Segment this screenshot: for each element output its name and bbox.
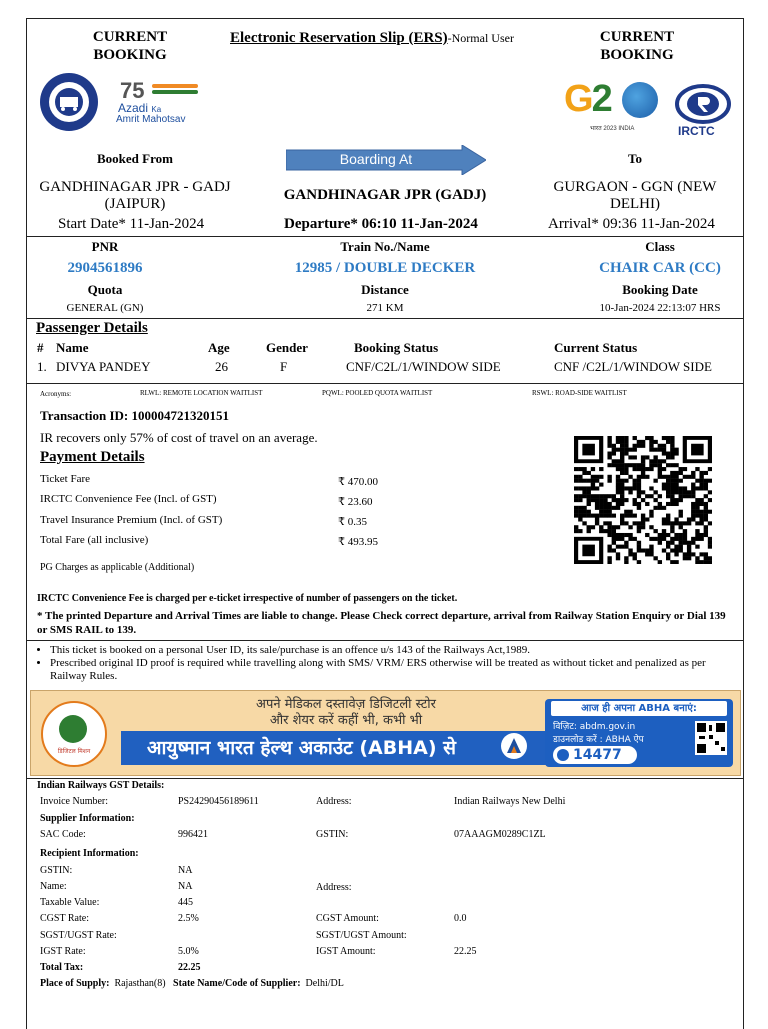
state-label: State Name/Code of Supplier: — [173, 978, 301, 989]
current-booking-right: CURRENT BOOKING — [599, 29, 675, 63]
fare-label: Ticket Fare — [40, 473, 91, 485]
place-label: Place of Supply: — [40, 978, 110, 989]
departure-time: Departure* 06:10 11-Jan-2024 — [284, 216, 478, 232]
fare-value: ₹ 470.00 — [338, 476, 378, 488]
recipient-gstin-label: GSTIN: — [40, 865, 73, 876]
cgst-rate-label: CGST Rate: — [40, 913, 89, 924]
divider — [26, 236, 744, 237]
transaction-id: Transaction ID: 100004721320151 — [40, 408, 229, 423]
quota-label: Quota — [87, 282, 123, 297]
passenger-gender: F — [280, 359, 288, 374]
pg-charges-note: PG Charges as applicable (Additional) — [40, 562, 195, 573]
train-label: Train No./Name — [340, 239, 430, 254]
payment-details-heading: Payment Details — [40, 449, 145, 465]
abha-banner[interactable] — [30, 690, 741, 776]
divider — [26, 383, 744, 384]
taxable-value: 445 — [178, 897, 193, 908]
boarding-at-label: Boarding At — [339, 151, 413, 167]
passenger-details-heading: Passenger Details — [36, 320, 148, 336]
supplier-heading: Supplier Information: — [40, 813, 135, 824]
cgst-amount-label: CGST Amount: — [316, 913, 379, 924]
pnr-label: PNR — [91, 239, 119, 254]
notes-list — [36, 644, 736, 683]
address-value: Indian Railways New Delhi — [454, 796, 566, 807]
igst-rate-value: 5.0% — [178, 946, 199, 957]
recipient-gstin: NA — [178, 865, 193, 876]
ers-title-wrap — [230, 30, 550, 47]
place-of-supply — [40, 978, 344, 989]
pnr-value: 2904561896 — [67, 260, 143, 276]
place-value: Rajasthan(8) — [114, 978, 166, 989]
distance-value: 271 KM — [366, 302, 404, 314]
fare-value: ₹ 23.60 — [338, 496, 373, 508]
convenience-fee-note: IRCTC Convenience Fee is charged per e-ticket irrespective of number of passengers on the ticket. — [37, 593, 458, 604]
class-value: CHAIR CAR (CC) — [599, 260, 721, 276]
igst-amount-value: 22.25 — [454, 946, 477, 957]
divider — [26, 778, 744, 779]
sac-value: 996421 — [178, 829, 208, 840]
fare-value: ₹ 493.95 — [338, 536, 378, 548]
invoice-label: Invoice Number: — [40, 796, 109, 807]
total-tax-label: Total Tax: — [40, 962, 84, 973]
train-value: 12985 / DOUBLE DECKER — [294, 260, 476, 276]
sac-label: SAC Code: — [40, 829, 86, 840]
booking-date-value: 10-Jan-2024 22:13:07 HRS — [599, 302, 721, 314]
divider — [26, 318, 744, 319]
divider — [26, 640, 744, 641]
col-gender: Gender — [266, 340, 308, 355]
acronym-rlwl: RLWL: REMOTE LOCATION WAITLIST — [140, 389, 263, 397]
total-tax-value: 22.25 — [178, 962, 201, 973]
igst-rate-label: IGST Rate: — [40, 946, 86, 957]
passenger-current-status: CNF /C2L/1/WINDOW SIDE — [554, 359, 712, 374]
fare-label: Travel Insurance Premium (Incl. of GST) — [40, 514, 223, 526]
from-station: GANDHINAGAR JPR - GADJ (JAIPUR) — [39, 179, 231, 212]
taxable-label: Taxable Value: — [40, 897, 100, 908]
ers-title: Electronic Reservation Slip (ERS) — [230, 30, 448, 46]
abha-account-bar: आयुष्मान भारत हेल्थ अकाउंट (ABHA) से — [121, 731, 561, 765]
g20-logo: G2 भारत 2023 INDIA — [562, 78, 662, 136]
ndhm-logo: डिजिटल मिशन — [41, 701, 107, 767]
gstin-label: GSTIN: — [316, 829, 349, 840]
address-label: Address: — [316, 796, 352, 807]
current-booking-left: CURRENT BOOKING — [92, 29, 168, 63]
boarding-at-arrow — [286, 145, 486, 175]
passenger-name: DIVYA PANDEY — [56, 359, 151, 374]
quota-value: GENERAL (GN) — [66, 302, 144, 314]
indian-railways-logo — [38, 72, 100, 132]
ers-title-suffix: -Normal User — [447, 31, 514, 45]
fare-label: Total Fare (all inclusive) — [40, 534, 149, 546]
sgst-rate-label: SGST/UGST Rate: — [40, 930, 117, 941]
abha-qr-icon — [695, 721, 727, 755]
cgst-amount-value: 0.0 — [454, 913, 467, 924]
col-booking-status: Booking Status — [354, 340, 439, 355]
supplier-gstin: 07AAAGM0289C1ZL — [454, 829, 546, 840]
col-no: # — [37, 340, 44, 355]
col-name: Name — [56, 340, 89, 355]
abha-mark-icon — [501, 733, 527, 759]
boarding-station: GANDHINAGAR JPR (GADJ) — [283, 187, 487, 203]
gst-heading: Indian Railways GST Details: — [37, 780, 165, 791]
fare-label: IRCTC Convenience Fee (Incl. of GST) — [40, 493, 217, 505]
ir-recovery-note: IR recovers only 57% of cost of travel on an average. — [40, 430, 318, 445]
passenger-booking-status: CNF/C2L/1/WINDOW SIDE — [346, 359, 501, 374]
passenger-age: 26 — [215, 359, 228, 374]
recipient-address-label: Address: — [316, 882, 352, 893]
arrival-time: Arrival* 09:36 11-Jan-2024 — [548, 216, 715, 232]
col-age: Age — [208, 340, 230, 355]
start-date: Start Date* 11-Jan-2024 — [58, 216, 205, 232]
class-label: Class — [645, 239, 675, 254]
name-value: NA — [178, 881, 193, 892]
passenger-no: 1. — [37, 359, 47, 374]
time-change-note: * The printed Departure and Arrival Times are liable to change. Please Check correct departure, arrival from Railway Station Enquiry or Dial 139 or SMS RAIL to 139. — [37, 610, 726, 636]
abha-tagline: अपने मेडिकल दस्तावेज़ डिजिटली स्टोर और शेयर करें कहीं भी, कभी भी — [256, 697, 436, 728]
col-current-status: Current Status — [554, 340, 638, 355]
booked-from-label: Booked From — [97, 151, 173, 166]
acronym-rswl: RSWL: ROAD-SIDE WAITLIST — [532, 389, 627, 397]
acronyms-label: Acronyms: — [40, 390, 72, 398]
to-station: GURGAON - GGN (NEW DELHI) — [553, 179, 717, 212]
abha-signup-box[interactable]: आज ही अपना ABHA बनाएं: विज़िट: abdm.gov.in डाउनलोड करें : ABHA ऐप 14477 — [545, 699, 733, 767]
irctc-logo: IRCTC — [672, 80, 734, 140]
name-label: Name: — [40, 881, 67, 892]
recipient-heading: Recipient Information: — [40, 848, 139, 859]
to-label: To — [628, 151, 642, 166]
booking-date-label: Booking Date — [622, 282, 698, 297]
igst-amount-label: IGST Amount: — [316, 946, 376, 957]
acronym-pqwl: PQWL: POOLED QUOTA WAITLIST — [322, 389, 433, 397]
cgst-rate-value: 2.5% — [178, 913, 199, 924]
list-item: • Prescribed original ID proof is required while travelling along with SMS/ VRM/ ERS otherwise will be treated as without ticket and penalized as per Railway Rules. — [50, 657, 736, 683]
distance-label: Distance — [361, 282, 409, 297]
azadi-ka-amrit-mahotsav-logo: 75 Azadi Ka Amrit Mahotsav — [114, 78, 204, 130]
phone-icon — [557, 749, 569, 761]
list-item: • This ticket is booked on a personal User ID, its sale/purchase is an offence u/s 143 of the Railways Act,1989. — [50, 644, 736, 657]
sgst-amount-label: SGST/UGST Amount: — [316, 930, 407, 941]
qr-code — [574, 436, 712, 564]
state-value: Delhi/DL — [305, 978, 344, 989]
fare-value: ₹ 0.35 — [338, 516, 367, 528]
abha-helpline: 14477 — [553, 746, 637, 764]
invoice-value: PS24290456189611 — [178, 796, 259, 807]
